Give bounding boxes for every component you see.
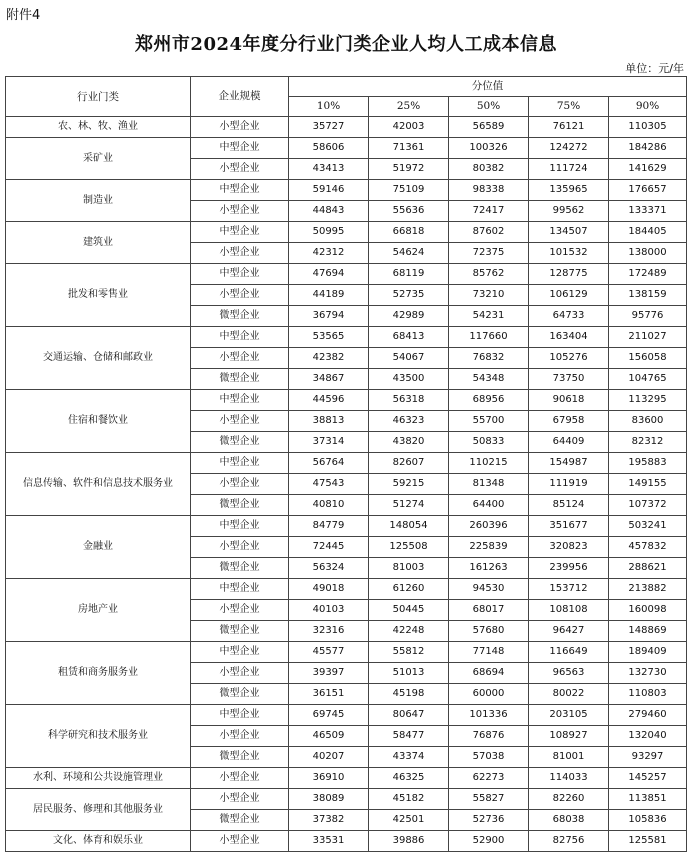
value-cell: 105276 [529,348,609,369]
value-cell: 154987 [529,453,609,474]
value-cell: 82607 [369,453,449,474]
value-cell: 64733 [529,306,609,327]
value-cell: 94530 [449,579,529,600]
value-cell: 72417 [449,201,529,222]
page-title: 郑州市2024年度分行业门类企业人均人工成本信息 [134,34,558,55]
value-cell: 149155 [609,474,687,495]
industry-cell: 租赁和商务服务业 [6,642,191,705]
value-cell: 320823 [529,537,609,558]
value-cell: 57038 [449,747,529,768]
header-p75: 75% [529,97,609,117]
value-cell: 111724 [529,159,609,180]
value-cell: 104765 [609,369,687,390]
value-cell: 82312 [609,432,687,453]
value-cell: 43820 [369,432,449,453]
value-cell: 46325 [369,768,449,789]
size-cell: 微型企业 [191,810,289,831]
value-cell: 76121 [529,117,609,138]
table-row [6,789,687,810]
table-row [6,327,687,348]
value-cell: 56324 [289,558,369,579]
value-cell: 99562 [529,201,609,222]
size-cell: 中型企业 [191,180,289,201]
size-cell: 微型企业 [191,306,289,327]
value-cell: 45182 [369,789,449,810]
value-cell: 108927 [529,726,609,747]
value-cell: 56764 [289,453,369,474]
value-cell: 163404 [529,327,609,348]
value-cell: 239956 [529,558,609,579]
value-cell: 96427 [529,621,609,642]
value-cell: 113851 [609,789,687,810]
value-cell: 55812 [369,642,449,663]
value-cell: 46323 [369,411,449,432]
value-cell: 133371 [609,201,687,222]
industry-cell: 信息传输、软件和信息技术服务业 [6,453,191,516]
value-cell: 148054 [369,516,449,537]
size-cell: 微型企业 [191,747,289,768]
value-cell: 47694 [289,264,369,285]
value-cell: 66818 [369,222,449,243]
value-cell: 145257 [609,768,687,789]
value-cell: 85124 [529,495,609,516]
size-cell: 微型企业 [191,432,289,453]
value-cell: 59215 [369,474,449,495]
value-cell: 81001 [529,747,609,768]
size-cell: 中型企业 [191,579,289,600]
value-cell: 105836 [609,810,687,831]
value-cell: 47543 [289,474,369,495]
value-cell: 42003 [369,117,449,138]
header-industry: 行业门类 [6,77,191,117]
value-cell: 61260 [369,579,449,600]
table-row [6,579,687,600]
table-row [6,768,687,789]
value-cell: 132040 [609,726,687,747]
value-cell: 108108 [529,600,609,621]
value-cell: 184286 [609,138,687,159]
value-cell: 101532 [529,243,609,264]
table-row [6,264,687,285]
value-cell: 351677 [529,516,609,537]
value-cell: 40207 [289,747,369,768]
value-cell: 125581 [609,831,687,852]
value-cell: 51013 [369,663,449,684]
value-cell: 156058 [609,348,687,369]
value-cell: 113295 [609,390,687,411]
value-cell: 69745 [289,705,369,726]
value-cell: 40810 [289,495,369,516]
value-cell: 82756 [529,831,609,852]
size-cell: 小型企业 [191,348,289,369]
industry-cell: 文化、体育和娱乐业 [6,831,191,852]
value-cell: 51972 [369,159,449,180]
industry-cell: 水利、环境和公共设施管理业 [6,768,191,789]
value-cell: 153712 [529,579,609,600]
table-row [6,516,687,537]
value-cell: 44596 [289,390,369,411]
value-cell: 68694 [449,663,529,684]
size-cell: 中型企业 [191,516,289,537]
cost-table [5,76,687,852]
header-p10: 10% [289,97,369,117]
value-cell: 85762 [449,264,529,285]
value-cell: 50833 [449,432,529,453]
value-cell: 100326 [449,138,529,159]
table-row [6,180,687,201]
value-cell: 59146 [289,180,369,201]
value-cell: 72445 [289,537,369,558]
size-cell: 中型企业 [191,327,289,348]
value-cell: 80647 [369,705,449,726]
value-cell: 36910 [289,768,369,789]
value-cell: 124272 [529,138,609,159]
value-cell: 81003 [369,558,449,579]
size-cell: 小型企业 [191,201,289,222]
value-cell: 54348 [449,369,529,390]
value-cell: 46509 [289,726,369,747]
size-cell: 小型企业 [191,159,289,180]
value-cell: 189409 [609,642,687,663]
industry-cell: 住宿和餐饮业 [6,390,191,453]
industry-cell: 建筑业 [6,222,191,264]
value-cell: 76876 [449,726,529,747]
size-cell: 小型企业 [191,285,289,306]
value-cell: 107372 [609,495,687,516]
value-cell: 50445 [369,600,449,621]
value-cell: 260396 [449,516,529,537]
value-cell: 35727 [289,117,369,138]
size-cell: 中型企业 [191,642,289,663]
value-cell: 54231 [449,306,529,327]
value-cell: 134507 [529,222,609,243]
value-cell: 81348 [449,474,529,495]
unit-label: 单位：元/年 [625,62,684,75]
value-cell: 80022 [529,684,609,705]
industry-cell: 金融业 [6,516,191,579]
value-cell: 68017 [449,600,529,621]
value-cell: 42382 [289,348,369,369]
table-row [6,705,687,726]
value-cell: 58606 [289,138,369,159]
value-cell: 36794 [289,306,369,327]
value-cell: 37382 [289,810,369,831]
value-cell: 117660 [449,327,529,348]
value-cell: 114033 [529,768,609,789]
value-cell: 172489 [609,264,687,285]
size-cell: 微型企业 [191,621,289,642]
value-cell: 68119 [369,264,449,285]
size-cell: 中型企业 [191,138,289,159]
value-cell: 106129 [529,285,609,306]
value-cell: 96563 [529,663,609,684]
header-quantile: 分位值 [289,77,687,97]
size-cell: 中型企业 [191,390,289,411]
value-cell: 52735 [369,285,449,306]
value-cell: 42248 [369,621,449,642]
table-row [6,138,687,159]
value-cell: 62273 [449,768,529,789]
size-cell: 小型企业 [191,726,289,747]
size-cell: 小型企业 [191,789,289,810]
value-cell: 56318 [369,390,449,411]
table-row [6,117,687,138]
value-cell: 73750 [529,369,609,390]
size-cell: 小型企业 [191,663,289,684]
size-cell: 小型企业 [191,474,289,495]
value-cell: 68413 [369,327,449,348]
value-cell: 56589 [449,117,529,138]
value-cell: 288621 [609,558,687,579]
header-p90: 90% [609,97,687,117]
value-cell: 95776 [609,306,687,327]
value-cell: 43500 [369,369,449,390]
value-cell: 110215 [449,453,529,474]
value-cell: 80382 [449,159,529,180]
value-cell: 225839 [449,537,529,558]
value-cell: 84779 [289,516,369,537]
value-cell: 55827 [449,789,529,810]
value-cell: 49018 [289,579,369,600]
value-cell: 161263 [449,558,529,579]
size-cell: 小型企业 [191,600,289,621]
size-cell: 小型企业 [191,768,289,789]
value-cell: 148869 [609,621,687,642]
value-cell: 52736 [449,810,529,831]
size-cell: 小型企业 [191,243,289,264]
header-p50: 50% [449,97,529,117]
value-cell: 135965 [529,180,609,201]
value-cell: 184405 [609,222,687,243]
value-cell: 54067 [369,348,449,369]
table-row [6,453,687,474]
value-cell: 110803 [609,684,687,705]
table-row [6,831,687,852]
value-cell: 43413 [289,159,369,180]
value-cell: 55700 [449,411,529,432]
value-cell: 55636 [369,201,449,222]
value-cell: 68956 [449,390,529,411]
value-cell: 44843 [289,201,369,222]
size-cell: 小型企业 [191,117,289,138]
size-cell: 微型企业 [191,684,289,705]
value-cell: 42312 [289,243,369,264]
value-cell: 125508 [369,537,449,558]
value-cell: 54624 [369,243,449,264]
value-cell: 39886 [369,831,449,852]
value-cell: 64409 [529,432,609,453]
industry-cell: 农、林、牧、渔业 [6,117,191,138]
value-cell: 82260 [529,789,609,810]
value-cell: 176657 [609,180,687,201]
value-cell: 57680 [449,621,529,642]
value-cell: 213882 [609,579,687,600]
value-cell: 43374 [369,747,449,768]
value-cell: 32316 [289,621,369,642]
value-cell: 90618 [529,390,609,411]
size-cell: 小型企业 [191,831,289,852]
value-cell: 83600 [609,411,687,432]
value-cell: 67958 [529,411,609,432]
value-cell: 203105 [529,705,609,726]
value-cell: 33531 [289,831,369,852]
industry-cell: 居民服务、修理和其他服务业 [6,789,191,831]
table-row [6,642,687,663]
table-row [6,222,687,243]
industry-cell: 房地产业 [6,579,191,642]
size-cell: 微型企业 [191,369,289,390]
header-p25: 25% [369,97,449,117]
value-cell: 34867 [289,369,369,390]
value-cell: 42501 [369,810,449,831]
value-cell: 101336 [449,705,529,726]
industry-cell: 批发和零售业 [6,264,191,327]
value-cell: 44189 [289,285,369,306]
value-cell: 42989 [369,306,449,327]
value-cell: 50995 [289,222,369,243]
table-row [6,390,687,411]
size-cell: 中型企业 [191,453,289,474]
size-cell: 小型企业 [191,537,289,558]
value-cell: 52900 [449,831,529,852]
value-cell: 457832 [609,537,687,558]
value-cell: 132730 [609,663,687,684]
value-cell: 36151 [289,684,369,705]
industry-cell: 制造业 [6,180,191,222]
size-cell: 中型企业 [191,264,289,285]
value-cell: 279460 [609,705,687,726]
value-cell: 160098 [609,600,687,621]
value-cell: 45577 [289,642,369,663]
size-cell: 微型企业 [191,558,289,579]
annex-label: 附件4 [6,8,41,23]
value-cell: 141629 [609,159,687,180]
value-cell: 71361 [369,138,449,159]
value-cell: 38089 [289,789,369,810]
header-size: 企业规模 [191,77,289,117]
value-cell: 76832 [449,348,529,369]
value-cell: 116649 [529,642,609,663]
value-cell: 64400 [449,495,529,516]
size-cell: 微型企业 [191,495,289,516]
value-cell: 75109 [369,180,449,201]
value-cell: 138000 [609,243,687,264]
value-cell: 53565 [289,327,369,348]
value-cell: 128775 [529,264,609,285]
value-cell: 138159 [609,285,687,306]
value-cell: 503241 [609,516,687,537]
size-cell: 小型企业 [191,411,289,432]
value-cell: 45198 [369,684,449,705]
value-cell: 93297 [609,747,687,768]
value-cell: 58477 [369,726,449,747]
size-cell: 中型企业 [191,222,289,243]
value-cell: 110305 [609,117,687,138]
value-cell: 68038 [529,810,609,831]
value-cell: 72375 [449,243,529,264]
table-body [6,117,687,852]
value-cell: 73210 [449,285,529,306]
value-cell: 38813 [289,411,369,432]
value-cell: 60000 [449,684,529,705]
value-cell: 98338 [449,180,529,201]
industry-cell: 交通运输、仓储和邮政业 [6,327,191,390]
value-cell: 111919 [529,474,609,495]
value-cell: 211027 [609,327,687,348]
size-cell: 中型企业 [191,705,289,726]
value-cell: 51274 [369,495,449,516]
value-cell: 195883 [609,453,687,474]
value-cell: 87602 [449,222,529,243]
industry-cell: 科学研究和技术服务业 [6,705,191,768]
value-cell: 77148 [449,642,529,663]
value-cell: 40103 [289,600,369,621]
industry-cell: 采矿业 [6,138,191,180]
value-cell: 39397 [289,663,369,684]
value-cell: 37314 [289,432,369,453]
